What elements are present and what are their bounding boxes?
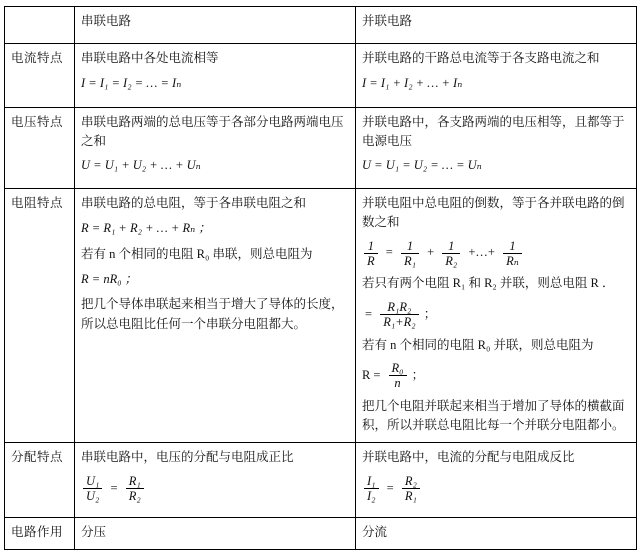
cell-text: 并联电阻中总电阻的倒数，等于各并联电路的倒数之和: [362, 195, 625, 230]
formula: I = I₁ + I₂ + … + Iₙ: [362, 76, 463, 91]
cell-parallel-resistance: [356, 188, 637, 443]
fraction: $\frac{\text{U₁}}{\text{U₂}}$: [83, 474, 102, 504]
table-row: [5, 107, 637, 188]
fraction: $\frac{\text{I₁}}{\text{I₂}}$: [364, 474, 379, 504]
formula: U = U₁ + U₂ + … + Uₙ: [81, 157, 201, 172]
formula: I = I₁ = I₂ = … = Iₙ: [81, 76, 182, 91]
cell-text: 把几个导体串联起来相当于增大了导体的长度，所以总电阻比任何一个串联分电阻都大。: [81, 297, 344, 331]
header-series-cell: 串联电路: [75, 7, 356, 44]
cell-text: 若只有两个电阻 R₁ 和 R₂ 并联，则总电阻 R ．: [362, 276, 615, 291]
formula-ratio: $\frac{\text{U₁}}{\text{U₂}}$ = $\frac{\text{R₁}}{\text{R₂}}$: [81, 474, 349, 504]
fraction: $\frac{1}{\text{R₂}}$: [442, 239, 460, 269]
table-row: [5, 443, 637, 517]
formula-reciprocal-sum: $\frac{1}{R}$ = $\frac{1}{\text{R₁}}$ + $\frac{1}{\text{R₂}}$ +…+ $\frac{1}{\text{Rₙ}}$: [362, 239, 630, 269]
cell-series-current: [75, 44, 356, 108]
fraction: $\frac{\text{R₁R₂}}{\text{R₁+R₂}}$: [380, 300, 418, 330]
comparison-table: [4, 6, 637, 550]
cell-text: 若有 n 个相同的电阻 R₀ 串联，则总电阻为: [81, 246, 313, 261]
table-row: [5, 188, 637, 443]
cell-text: 串联电路的总电阻，等于各串联电阻之和: [81, 195, 307, 210]
formula-ratio: $\frac{\text{I₁}}{\text{I₂}}$ = $\frac{\text{R₂}}{\text{R₁}}$: [362, 474, 630, 504]
header-corner-cell: [5, 7, 75, 44]
table-row: [5, 44, 637, 108]
cell-text: 并联电路中，电流的分配与电阻成反比: [362, 450, 575, 465]
cell-parallel-distribution: [356, 443, 637, 517]
cell-series-function: 分压: [75, 517, 356, 549]
cell-series-distribution: [75, 443, 356, 517]
formula-two-resistor: = $\frac{\text{R₁R₂}}{\text{R₁+R₂}}$ ；: [365, 299, 437, 330]
cell-parallel-current: [356, 44, 637, 108]
table-header-row: [5, 7, 637, 44]
fraction: $\frac{1}{\text{Rₙ}}$: [503, 239, 522, 269]
cell-text: 串联电路中各处电流相等: [81, 51, 219, 65]
cell-text: 并联电路中，各支路两端的电压相等，且都等于电源电压: [362, 114, 625, 149]
row-label-voltage: 电压特点: [5, 107, 75, 188]
row-label-function: 电路作用: [5, 517, 75, 549]
header-parallel-cell: 并联电路: [356, 7, 637, 44]
cell-text: 把几个电阻并联起来相当于增加了导体的横截面积，所以并联总电阻比每一个并联分电阻都小。: [362, 398, 625, 432]
cell-parallel-function: 分流: [356, 517, 637, 549]
row-label-resistance: 电阻特点: [5, 188, 75, 443]
fraction: $\frac{\text{R₂}}{\text{R₁}}$: [402, 474, 420, 504]
row-label-distribution: 分配特点: [5, 443, 75, 517]
cell-text: 并联电路的干路总电流等于各支路电流之和: [362, 51, 600, 65]
cell-series-voltage: [75, 107, 356, 188]
fraction: $\frac{\text{R₁}}{\text{R₂}}$: [126, 474, 144, 504]
formula-n-equal: R = $\frac{\text{R₀}}{n}$ ；: [362, 360, 425, 391]
fraction: $\frac{1}{R}$: [364, 239, 378, 269]
cell-text: 若有 n 个相同的电阻 R₀ 并联，则总电阻为: [362, 337, 594, 352]
cell-text: 串联电路两端的总电压等于各部分电路两端电压之和: [81, 114, 344, 149]
fraction: $\frac{\text{R₀}}{n}$: [389, 361, 407, 391]
cell-text: 串联电路中，电压的分配与电阻成正比: [81, 450, 294, 465]
cell-parallel-voltage: [356, 107, 637, 188]
cell-series-resistance: [75, 188, 356, 443]
fraction: $\frac{1}{\text{R₁}}$: [401, 239, 419, 269]
table-row: [5, 517, 637, 549]
row-label-current: 电流特点: [5, 44, 75, 108]
formula: R = nR₀ ；: [81, 272, 138, 286]
formula: R = R₁ + R₂ + … + Rₙ ；: [81, 221, 211, 236]
formula: U = U₁ = U₂ = … = Uₙ: [362, 157, 482, 172]
